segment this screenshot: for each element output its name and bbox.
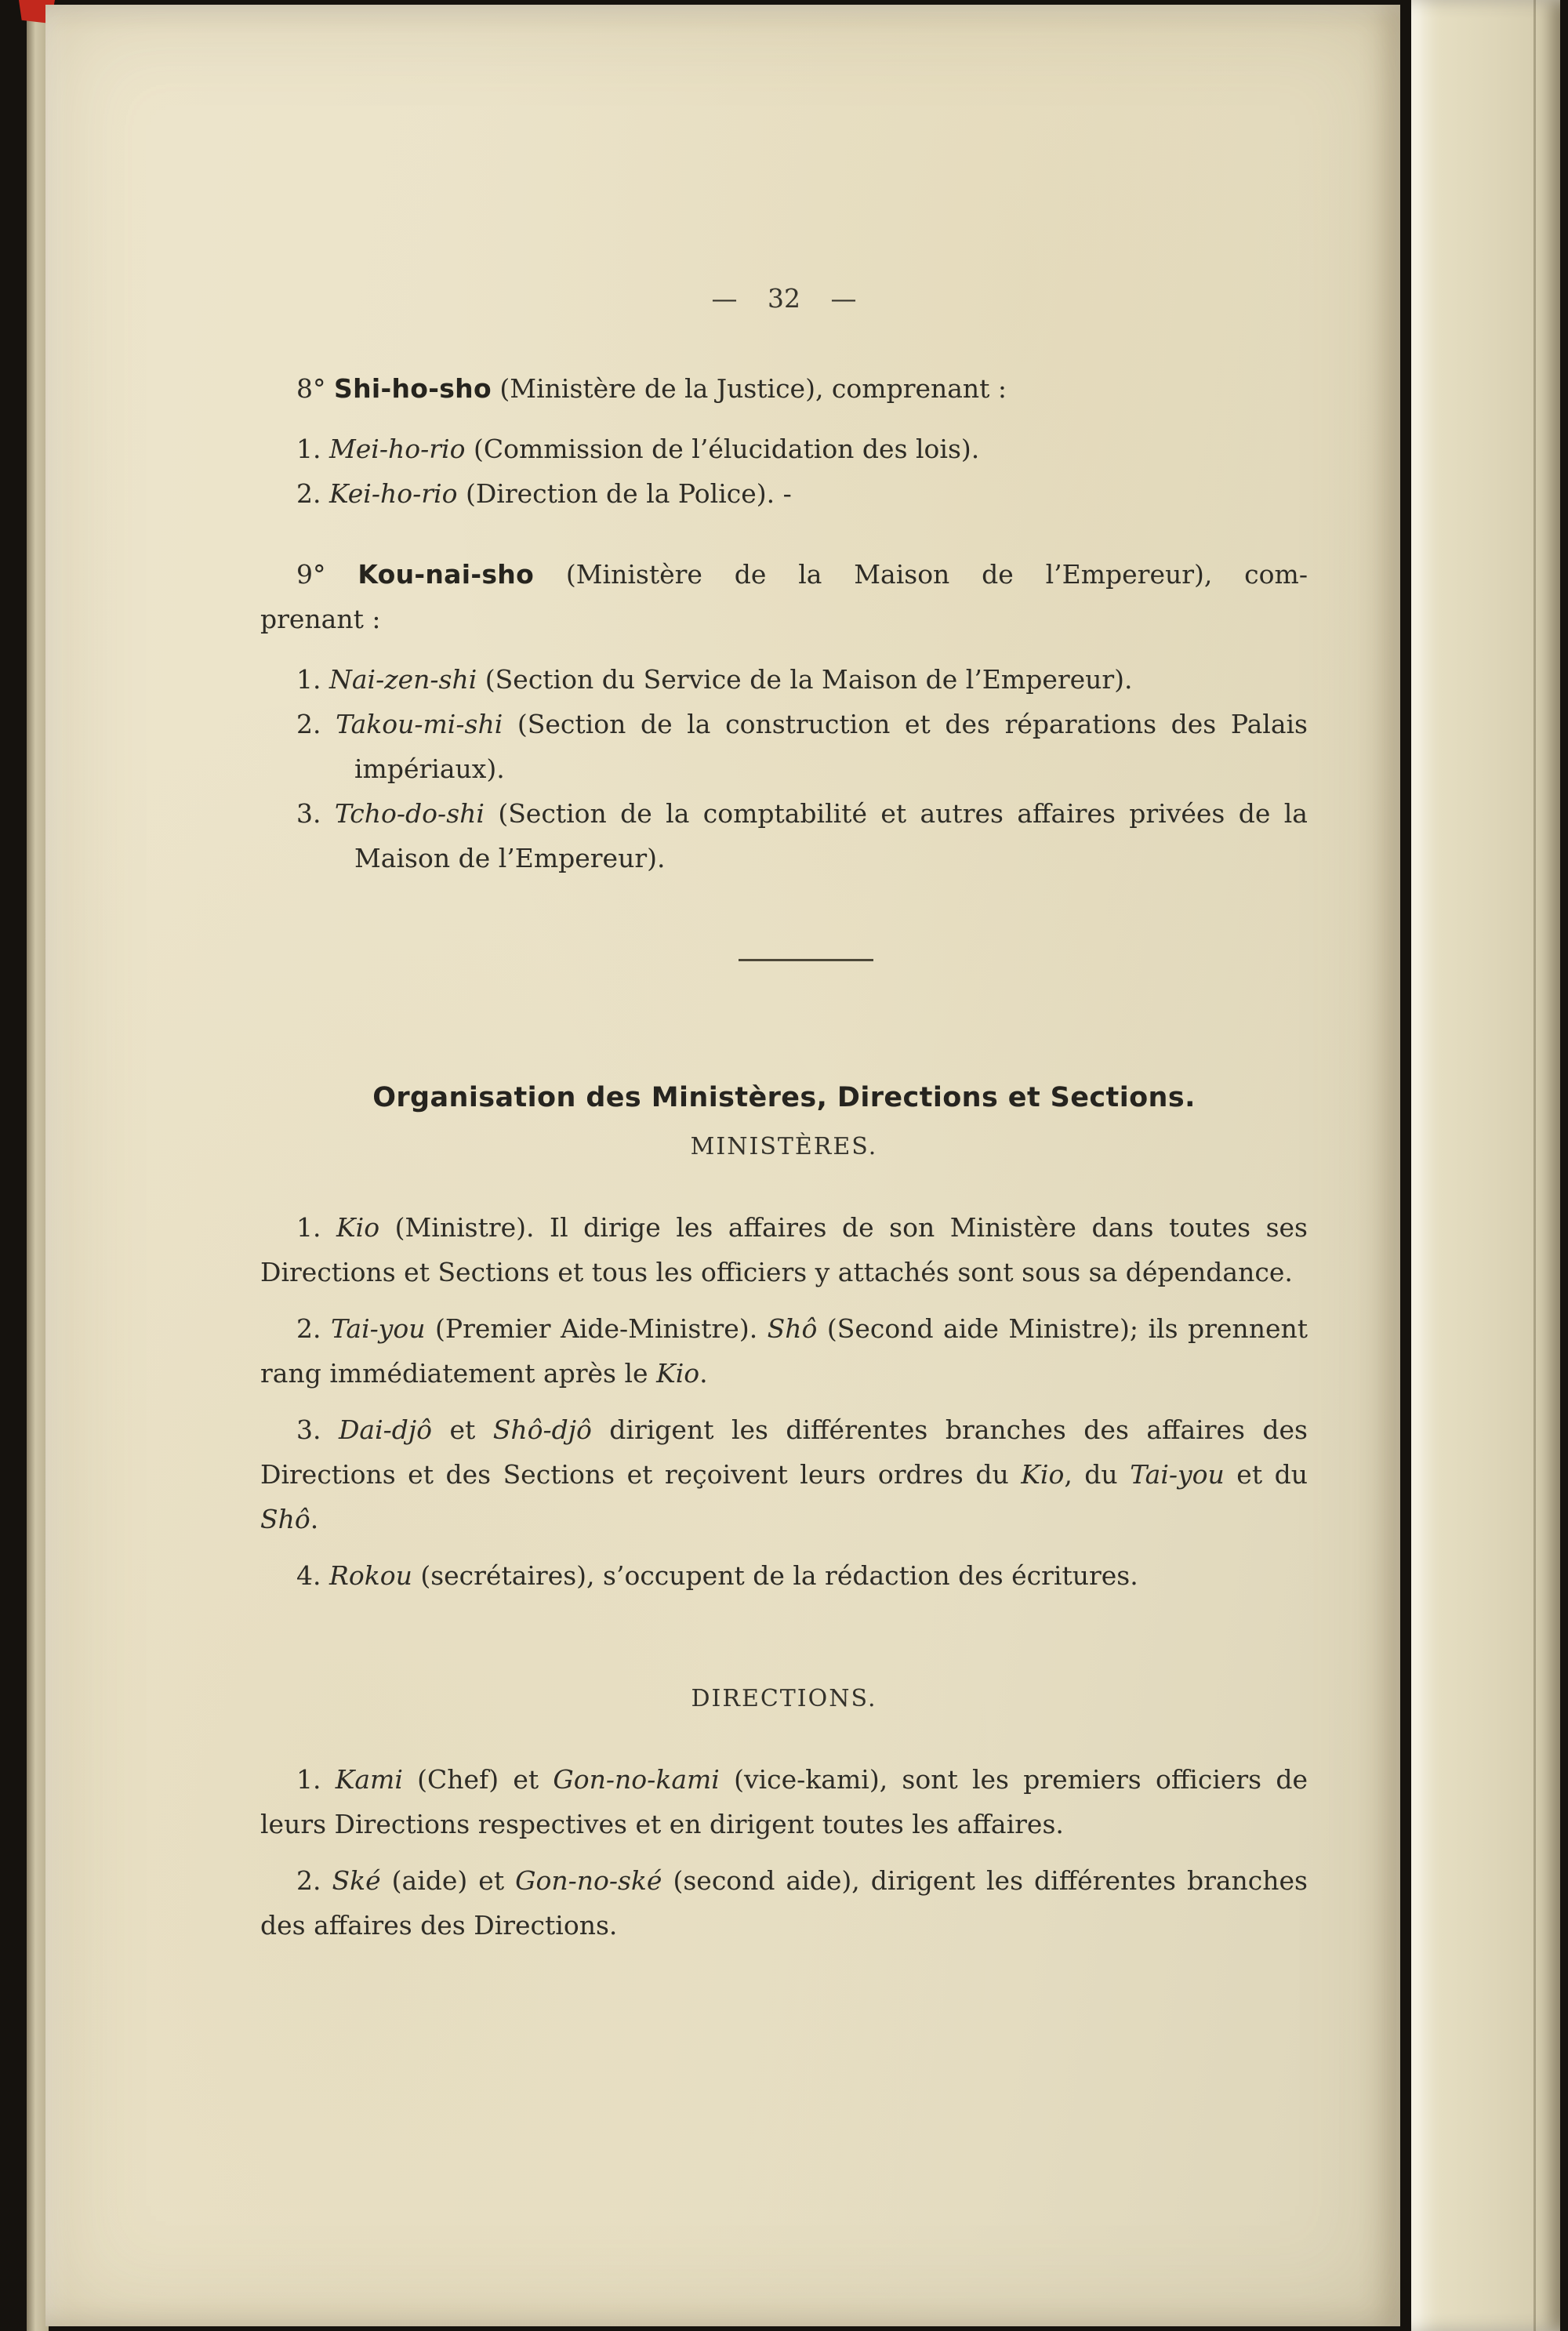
page-content	[260, 276, 1308, 1948]
section-heading-kounaisho	[260, 552, 1308, 641]
page-number: — 32 —	[711, 283, 857, 314]
paragraph: 1. Kami (Chef) et Gon-no-kami (vice-kami), sont les premiers officiers de leurs Directions respectives et en dirigent toutes les affaires.	[260, 1764, 1308, 1839]
scanned-page	[45, 5, 1400, 2326]
list-item: 2. Takou-mi-shi (Section de la construction et des réparations des Palais impériaux).	[296, 709, 1308, 784]
paragraph: 2. Ské (aide) et Gon-no-ské (second aide), dirigent les différentes branches des affaires des Directions.	[260, 1865, 1308, 1941]
ministeres-heading: MINISTÈRES.	[690, 1133, 878, 1160]
paragraph: 4. Rokou (secrétaires), s’occupent de la rédaction des écritures.	[296, 1560, 1138, 1591]
ministeres-paragraphs	[260, 1205, 1308, 1598]
justice-list	[260, 427, 1308, 516]
section-heading-justice: 8° Shi-ho-sho (Ministère de la Justice), comprenant :	[296, 373, 1007, 404]
paragraph: 3. Dai-djô et Shô-djô dirigent les différentes branches des affaires des Directions et des Sections et reçoivent leurs ordres du Kio, du Tai-you et du Shô.	[260, 1414, 1308, 1534]
rule-divider	[739, 959, 873, 961]
paragraph: 1. Kio (Ministre). Il dirige les affaires de son Ministère dans toutes ses Directions et Sections et tous les officiers y attachés sont sous sa dépendance.	[260, 1212, 1308, 1287]
organisation-title: Organisation des Ministères, Directions et Sections.	[372, 1082, 1196, 1113]
list-item: 1. Nai-zen-shi (Section du Service de la Maison de l’Empereur).	[296, 664, 1133, 695]
list-item: 1. Mei-ho-rio (Commission de l’élucidation des lois).	[296, 434, 980, 464]
section-heading-line2: prenant :	[260, 604, 381, 634]
next-page-edge-line	[1534, 0, 1536, 2331]
paragraph: 2. Tai-you (Premier Aide-Ministre). Shô (Second aide Ministre); ils prennent rang immédiatement après le Kio.	[260, 1313, 1308, 1389]
section-heading-line1: 9° Kou-nai-sho (Ministère de la Maison de l’Empereur), com-	[296, 559, 1308, 590]
list-item: 3. Tcho-do-shi (Section de la comptabilité et autres affaires privées de la Maison de l’Empereur).	[296, 798, 1308, 873]
list-item: 2. Kei-ho-rio (Direction de la Police). -	[296, 478, 792, 509]
directions-paragraphs	[260, 1757, 1308, 1948]
directions-heading: DIRECTIONS.	[691, 1685, 877, 1712]
next-page-edge	[1411, 0, 1560, 2331]
kounaisho-list	[260, 657, 1308, 880]
